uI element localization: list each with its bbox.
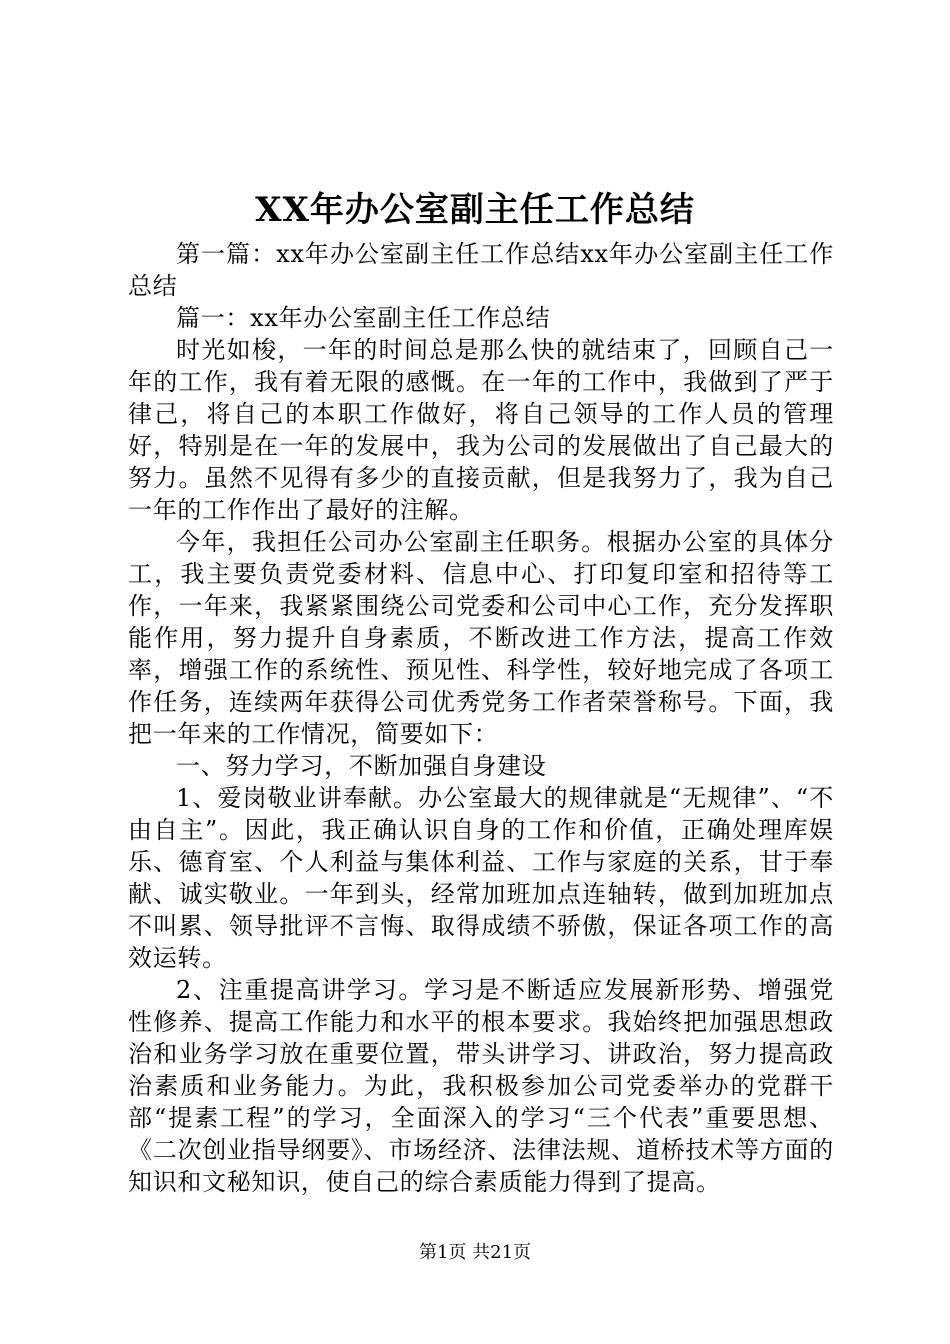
- paragraph-heading-chapter-one: 篇一：xx年办公室副主任工作总结: [176, 304, 551, 332]
- paragraph-item-2: 2、注重提高讲学习。学习是不断适应发展新形势、增强党性修养、提高工作能力和水平的根本要求。我始终把加强思想政治和业务学习放在重要位置，带头讲学习、讲政治，努力提高政治素质和业务能力。为此，我积极参加公司党委举办的党群干部“提素工程”的学习，全面深入的学习“三个代表”重要思想、《二次创业指导纲要》、市场经济、法律法规、道桥技术等方面的知识和文秘知识，使自己的综合素质能力得到了提高。: [128, 976, 834, 1196]
- paragraph-duties: 今年，我担任公司办公室副主任职务。根据办公室的具体分工，我主要负责党委材料、信息中心、打印复印室和招待等工作，一年来，我紧紧围绕公司党委和公司中心工作，充分发挥职能作用，努力提升自身素质，不断改进工作方法，提高工作效率，增强工作的系统性、预见性、科学性，较好地完成了各项工作任务，连续两年获得公司优秀党务工作者荣誉称号。下面，我把一年来的工作情况，简要如下：: [128, 528, 834, 748]
- paragraph-section-heading: 一、努力学习，不断加强自身建设: [176, 752, 547, 780]
- document-body: [128, 238, 834, 1198]
- paragraph-item-1: 1、爱岗敬业讲奉献。办公室最大的规律就是“无规律”、“不由自主”。因此，我正确认识自身的工作和价值，正确处理库娱乐、德育室、个人利益与集体利益、工作与家庭的关系，甘于奉献、诚实敬业。一年到头，经常加班加点连轴转，做到加班加点不叫累、领导批评不言悔、取得成绩不骄傲，保证各项工作的高效运转。: [128, 784, 834, 972]
- paragraph-heading-part-one: 第一篇：xx年办公室副主任工作总结xx年办公室副主任工作总结: [128, 240, 834, 300]
- paragraph-intro: 时光如梭，一年的时间总是那么快的就结束了，回顾自己一年的工作，我有着无限的感慨。在一年的工作中，我做到了严于律己，将自己的本职工作做好，将自己领导的工作人员的管理好，特别是在一年的发展中，我为公司的发展做出了自己最大的努力。虽然不见得有多少的直接贡献，但是我努力了，我为自己一年的工作作出了最好的注解。: [128, 336, 834, 524]
- page-number-footer: 第1页 共21页: [418, 1242, 532, 1263]
- document-title: XX年办公室副主任工作总结: [255, 190, 695, 230]
